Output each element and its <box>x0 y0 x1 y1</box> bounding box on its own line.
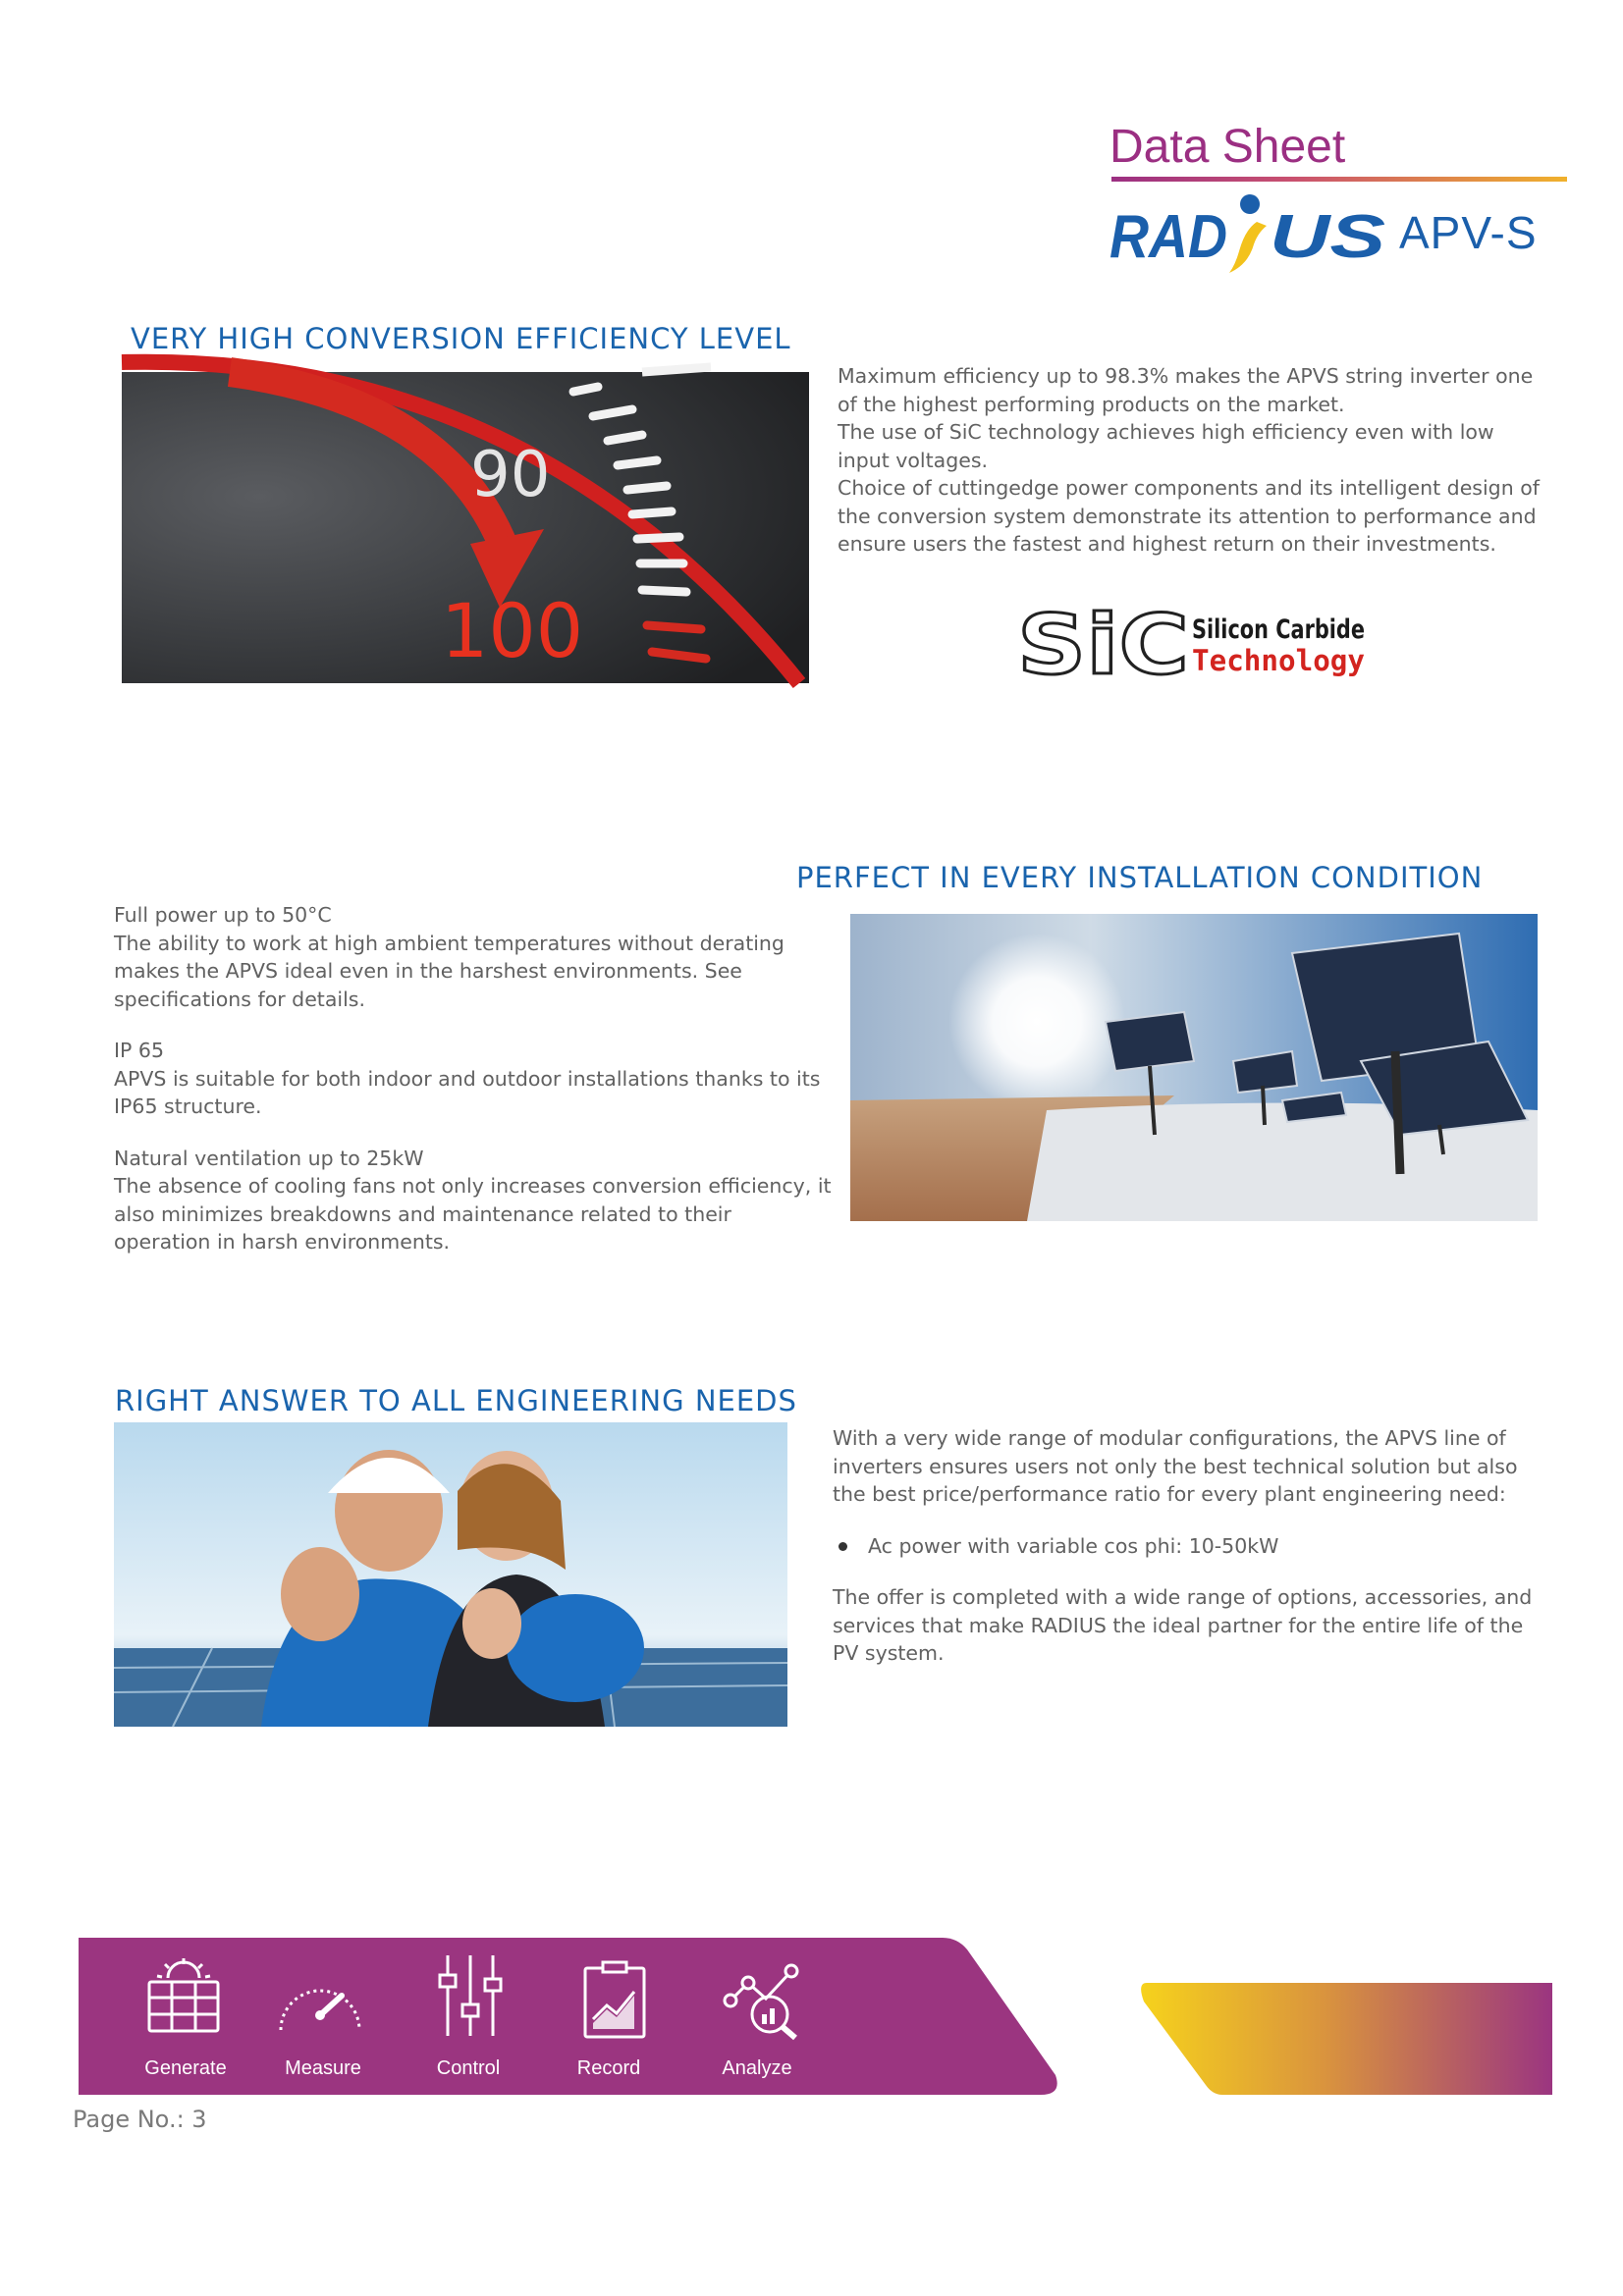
footer-label-measure: Measure <box>285 2057 361 2079</box>
efficiency-paragraph: Maximum efficiency up to 98.3% makes the APVS string inverter one of the highest performing products on the market. <box>838 364 1534 416</box>
solar-panel-icon <box>143 1956 224 2035</box>
sic-line2: Technology <box>1192 644 1365 677</box>
sliders-icon <box>436 1953 505 2038</box>
installation-block-text: The ability to work at high ambient temperatures without derating makes the APVS ideal even in the harshest environments. See specifications for details. <box>114 931 784 1011</box>
efficiency-paragraph: Choice of cuttingedge power components and its intelligent design of the conversion system demonstrate its attention to performance and ensure users the fastest and highest return on their investments. <box>838 476 1540 556</box>
engineering-bullet: Ac power with variable cos phi: 10-50kW <box>868 1532 1540 1561</box>
section-heading-efficiency: VERY HIGH CONVERSION EFFICIENCY LEVEL <box>131 322 791 355</box>
section-heading-engineering: RIGHT ANSWER TO ALL ENGINEERING NEEDS <box>115 1384 797 1417</box>
footer-label-record: Record <box>576 2057 641 2079</box>
installation-block-title: IP 65 <box>114 1039 165 1062</box>
gauge-icon <box>271 1961 369 2040</box>
solar-trackers-desert-image <box>850 914 1538 1221</box>
header-rule <box>1111 177 1567 182</box>
section-heading-installation: PERFECT IN EVERY INSTALLATION CONDITION <box>796 861 1484 894</box>
engineers-thumbs-up-image <box>114 1422 787 1727</box>
engineering-outro: The offer is completed with a wide range of options, accessories, and services that make RADIUS the ideal partner for the entire life of the PV system. <box>833 1585 1533 1665</box>
clipboard-chart-icon <box>581 1958 648 2041</box>
efficiency-paragraph: The use of SiC technology achieves high efficiency even with low input voltages. <box>838 420 1494 472</box>
installation-block-text: APVS is suitable for both indoor and outdoor installations thanks to its IP65 structure. <box>114 1066 821 1118</box>
gauge-label-90: 90 <box>470 439 551 511</box>
installation-block-title: Natural ventilation up to 25kW <box>114 1146 424 1170</box>
engineering-intro: With a very wide range of modular configurations, the APVS line of inverters ensures users not only the best technical solution but also the best price/performance ratio for every plant engineering need: <box>833 1426 1518 1506</box>
sic-technology-logo <box>1017 597 1371 693</box>
sic-mark: SiC <box>1017 597 1189 693</box>
speedometer-image <box>122 372 809 683</box>
footer-label-analyze: Analyze <box>722 2057 792 2079</box>
sic-line1: Silicon Carbide <box>1192 614 1365 645</box>
installation-text <box>114 901 833 1256</box>
svg-text:US: US <box>1270 203 1385 271</box>
footer-label-generate: Generate <box>144 2057 227 2079</box>
footer-label-control: Control <box>436 2057 501 2079</box>
svg-text:RAD: RAD <box>1109 203 1227 271</box>
efficiency-text <box>838 362 1544 559</box>
gauge-label-100: 100 <box>441 587 584 674</box>
analytics-icon <box>721 1961 805 2040</box>
engineering-text <box>833 1424 1540 1668</box>
model-name: APV-S <box>1399 207 1538 258</box>
datasheet-title: Data Sheet <box>1109 121 1346 173</box>
engineering-bullet-list <box>833 1532 1540 1561</box>
installation-block-text: The absence of cooling fans not only increases conversion efficiency, it also minimizes breakdowns and maintenance related to their operation in harsh environments. <box>114 1174 832 1254</box>
installation-block-title: Full power up to 50°C <box>114 903 332 927</box>
page-number: Page No.: 3 <box>73 2106 207 2133</box>
